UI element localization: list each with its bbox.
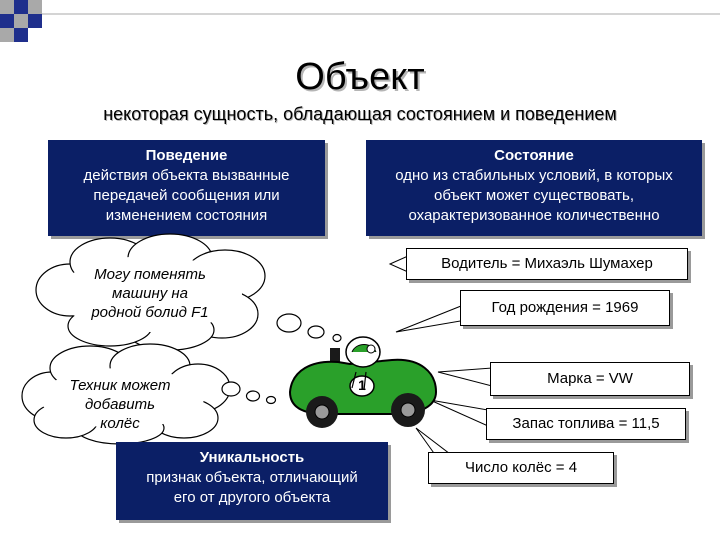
driver-thought-line: Могу поменять <box>94 266 206 283</box>
technician-thought-line: добавить <box>85 396 155 413</box>
uniqueness-box <box>116 442 388 520</box>
uniqueness-heading: Уникальность <box>199 449 305 466</box>
slide-title: Объект <box>295 56 425 98</box>
state-line: одно из стабильных условий, в которых <box>395 167 673 184</box>
state-line: объект может существовать, <box>433 187 635 204</box>
driver-thought-line: машину на <box>112 285 188 302</box>
uniqueness-line: признак объекта, отличающий <box>146 469 358 486</box>
birth-year-attribute: Год рождения = 1969 <box>460 290 670 326</box>
technician-thought-line: колёс <box>100 415 140 432</box>
car-number: 1 <box>358 377 366 393</box>
wheels-attribute: Число колёс = 4 <box>428 452 614 484</box>
state-line: охарактеризованное количественно <box>408 207 660 224</box>
behavior-line: изменением состояния <box>105 207 268 224</box>
helmet-badge <box>367 345 375 353</box>
driver-attribute: Водитель = Михаэль Шумахер <box>406 248 688 280</box>
behavior-heading: Поведение <box>145 147 228 164</box>
technician-thought-line: Техник может <box>69 377 171 394</box>
make-attribute: Марка = VW <box>490 362 690 396</box>
state-heading: Состояние <box>494 147 574 164</box>
technician-thought-text <box>40 376 200 433</box>
make-callout-pointer <box>438 368 492 386</box>
slide-subtitle: некоторая сущность, обладающая состоянием и поведением <box>103 104 617 124</box>
behavior-line: действия объекта вызванные <box>83 167 290 184</box>
behavior-line: передачей сообщения или <box>93 187 280 204</box>
driver-thought-line: родной болид F1 <box>91 304 209 321</box>
uniqueness-line: его от другого объекта <box>173 489 331 506</box>
driver-thought-text <box>60 265 240 322</box>
car-wheel <box>391 393 425 427</box>
fuel-attribute: Запас топлива = 11,5 <box>486 408 686 440</box>
fuel-callout-pointer <box>430 400 488 426</box>
car-wheel <box>306 396 338 428</box>
